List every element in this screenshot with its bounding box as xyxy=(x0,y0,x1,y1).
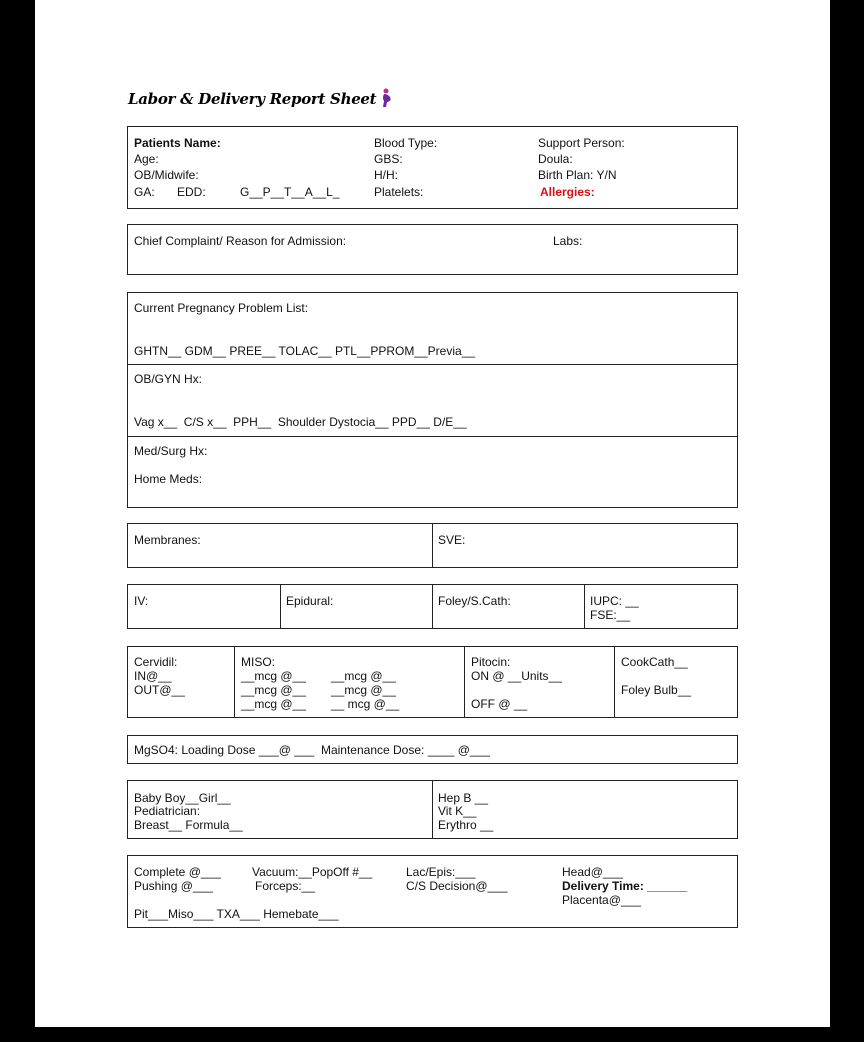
iv-label: IV: xyxy=(134,594,149,608)
baby-section xyxy=(127,780,738,839)
fse-label: FSE:__ xyxy=(590,608,631,622)
cervidil-in: IN@__ xyxy=(134,669,172,683)
miso-dose: __ mcg @__ xyxy=(331,697,400,711)
foley-label: Foley/S.Cath: xyxy=(438,594,511,608)
pitocin-label: Pitocin: xyxy=(471,655,511,669)
doula-label: Doula: xyxy=(538,152,573,166)
home-meds-label: Home Meds: xyxy=(134,472,203,486)
labs-label: Labs: xyxy=(553,234,583,248)
complete-label: Complete @___ xyxy=(134,865,221,879)
hep-b-label: Hep B __ xyxy=(438,791,489,805)
divider xyxy=(280,585,281,628)
patient-name-label: Patients Name: xyxy=(134,136,221,150)
age-label: Age: xyxy=(134,152,159,166)
lac-epis-label: Lac/Epis:___ xyxy=(406,865,476,879)
miso-dose: __mcg @__ xyxy=(331,683,396,697)
pitocin-on: ON @ __Units__ xyxy=(471,669,562,683)
pushing-label: Pushing @___ xyxy=(134,879,213,893)
cs-decision-label: C/S Decision@___ xyxy=(406,879,508,893)
report-sheet-page xyxy=(35,0,830,1027)
edd-label: EDD: xyxy=(177,185,206,199)
pregnancy-problem-items: GHTN__ GDM__ PREE__ TOLAC__ PTL__PPROM__Previa__ xyxy=(134,344,476,358)
med-surg-hx-label: Med/Surg Hx: xyxy=(134,444,208,458)
hh-label: H/H: xyxy=(374,168,398,182)
lines-section xyxy=(127,584,738,629)
miso-dose: __mcg @__ xyxy=(241,669,306,683)
support-person-label: Support Person: xyxy=(538,136,625,150)
vit-k-label: Vit K__ xyxy=(438,804,477,818)
iupc-label: IUPC: __ xyxy=(590,594,639,608)
history-section xyxy=(127,292,738,508)
chief-complaint-label: Chief Complaint/ Reason for Admission: xyxy=(134,234,347,248)
divider xyxy=(234,647,235,717)
epidural-label: Epidural: xyxy=(286,594,334,608)
pregnancy-problem-label: Current Pregnancy Problem List: xyxy=(134,301,309,315)
cervidil-label: Cervidil: xyxy=(134,655,178,669)
delivery-meds-label: Pit___Miso___ TXA___ Hemebate___ xyxy=(134,907,339,921)
blood-type-label: Blood Type: xyxy=(374,136,438,150)
patient-info-section xyxy=(127,126,738,209)
divider xyxy=(432,524,433,567)
vacuum-label: Vacuum:__PopOff #__ xyxy=(252,865,373,879)
allergies-label: Allergies: xyxy=(540,185,595,199)
divider xyxy=(614,647,615,717)
feeding-label: Breast__ Formula__ xyxy=(134,818,243,832)
membranes-label: Membranes: xyxy=(134,533,201,547)
sheet-title-text: Labor & Delivery Report Sheet xyxy=(128,90,377,108)
sve-label: SVE: xyxy=(438,533,466,547)
delivery-time-label: Delivery Time: ______ xyxy=(562,879,688,893)
miso-label: MISO: xyxy=(241,655,276,669)
miso-dose: __mcg @__ xyxy=(241,697,306,711)
miso-dose: __mcg @__ xyxy=(331,669,396,683)
exam-section xyxy=(127,523,738,568)
pregnant-woman-icon xyxy=(380,88,394,112)
gtpal-label: G__P__T__A__L_ xyxy=(240,185,340,199)
delivery-section xyxy=(127,855,738,928)
erythro-label: Erythro __ xyxy=(438,818,494,832)
cookcath-label: CookCath__ xyxy=(621,655,688,669)
pediatrician-label: Pediatrician: xyxy=(134,804,201,818)
mgso4-line: MgSO4: Loading Dose ___@ ___ Maintenance Dose: ____ @___ xyxy=(134,743,490,757)
divider xyxy=(432,585,433,628)
divider xyxy=(432,781,433,838)
ob-midwife-label: OB/Midwife: xyxy=(134,168,199,182)
divider xyxy=(584,585,585,628)
platelets-label: Platelets: xyxy=(374,185,424,199)
sheet-title xyxy=(128,88,394,112)
divider xyxy=(128,436,737,437)
divider xyxy=(128,364,737,365)
baby-sex-label: Baby Boy__Girl__ xyxy=(134,791,231,805)
foley-bulb-label: Foley Bulb__ xyxy=(621,683,692,697)
birth-plan-label: Birth Plan: Y/N xyxy=(538,168,617,182)
obgyn-hx-label: OB/GYN Hx: xyxy=(134,372,203,386)
admission-section xyxy=(127,224,738,275)
pitocin-off: OFF @ __ xyxy=(471,697,528,711)
induction-section xyxy=(127,646,738,718)
obgyn-hx-items: Vag x__ C/S x__ PPH__ Shoulder Dystocia__ PPD__ D/E__ xyxy=(134,415,467,429)
miso-dose: __mcg @__ xyxy=(241,683,306,697)
gbs-label: GBS: xyxy=(374,152,403,166)
forceps-label: Forceps:__ xyxy=(255,879,316,893)
divider xyxy=(464,647,465,717)
ga-label: GA: xyxy=(134,185,155,199)
cervidil-out: OUT@__ xyxy=(134,683,185,697)
placenta-label: Placenta@___ xyxy=(562,893,641,907)
head-label: Head@___ xyxy=(562,865,623,879)
mgso4-section xyxy=(127,735,738,764)
